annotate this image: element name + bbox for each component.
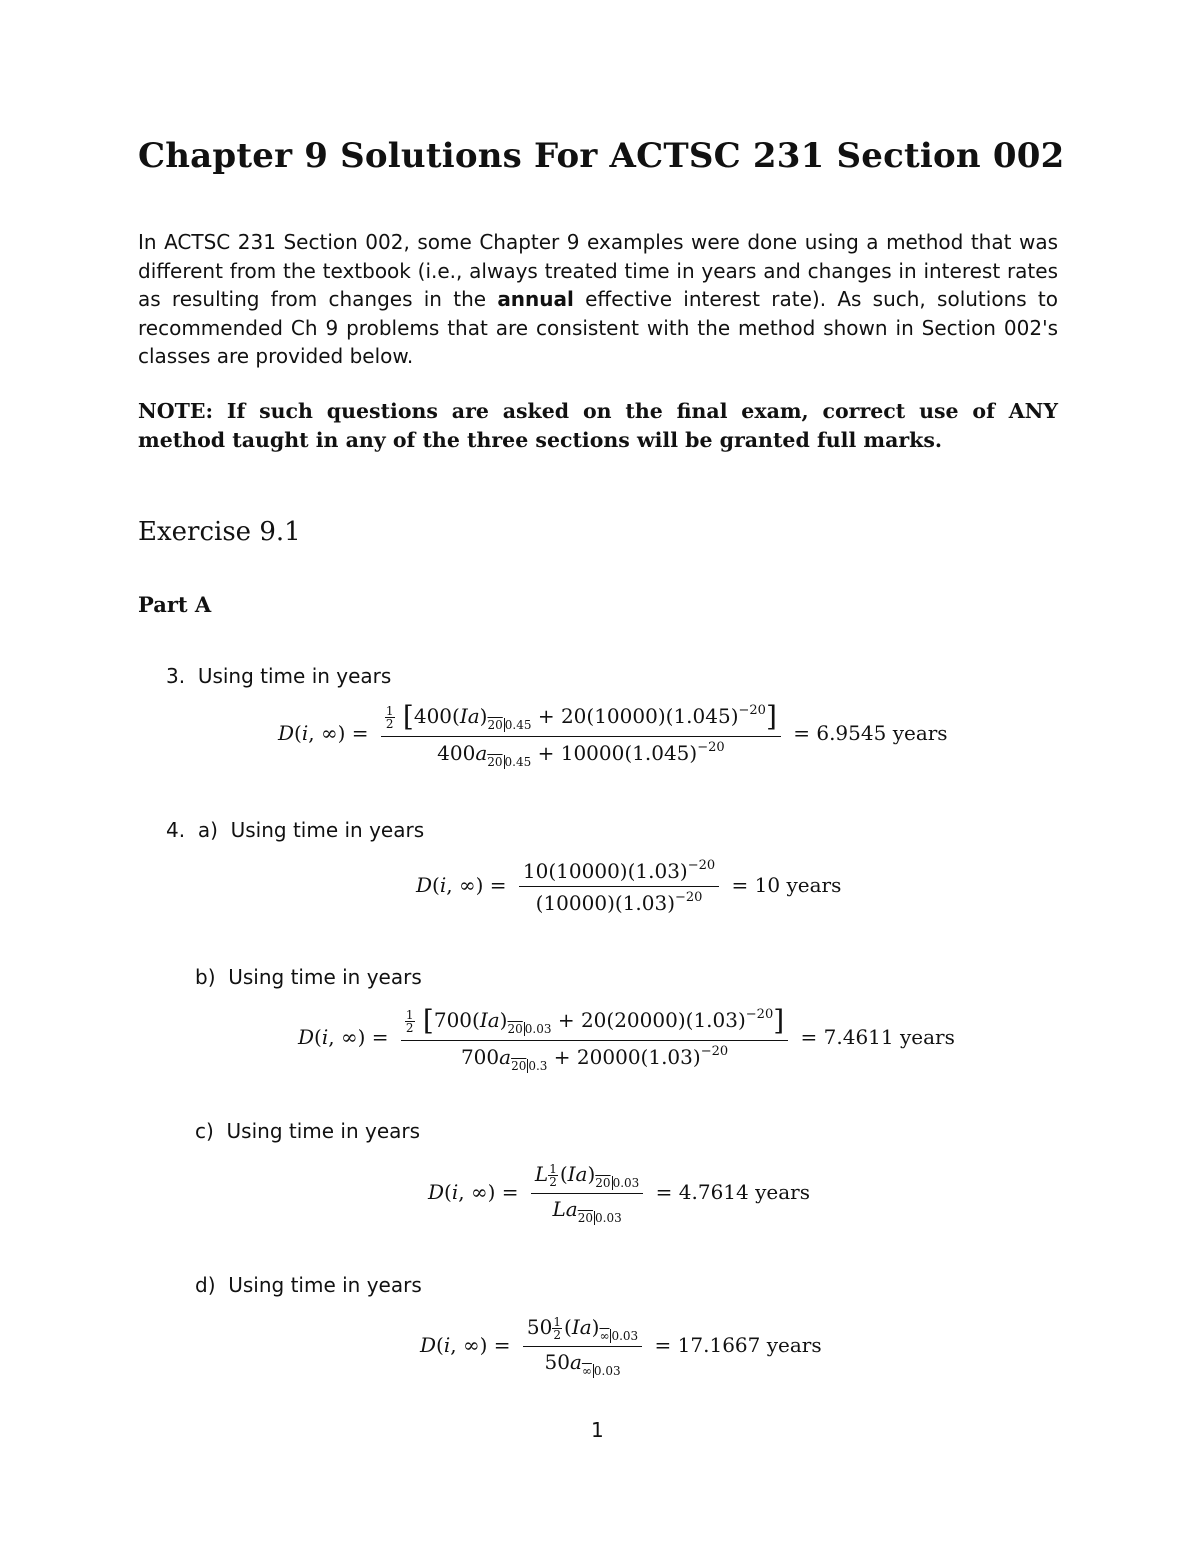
item-3-label bbox=[166, 664, 391, 688]
intro-text-2: effective interest rate). As such, solutions to recommended Ch 9 problems that are consistent with the method shown in Section 002's classes are provided below. bbox=[138, 287, 1058, 368]
item-4c-label bbox=[195, 1119, 420, 1143]
item-text: Using time in years bbox=[230, 818, 425, 842]
exercise-heading: Exercise 9.1 bbox=[138, 517, 301, 547]
result: = 6.9545 years bbox=[793, 721, 948, 745]
note-paragraph: NOTE: If such questions are asked on the final exam, correct use of ANY method taught in any of the three sections will be granted full marks. bbox=[138, 399, 1058, 452]
item-sublabel: c) bbox=[195, 1119, 214, 1143]
fraction: $\frac{10(10000)(1.03)^{-20}}{(10000)(1.03)^{-20}}$ bbox=[519, 858, 719, 915]
item-sublabel: d) bbox=[195, 1273, 216, 1297]
equation-3: D(i, ∞) = $\frac{1}{2}$ $[400(Ia)_{20 0.45} + 20(10000)(1.045)^{-20}]$ $400a_{20 0.45} + 10000(1.045)^{-20}$ = 6.9545 years bbox=[278, 700, 948, 769]
intro-text-1: In ACTSC 231 Section 002, some Chapter 9 examples were done using a method that was different from the textbook (i.e., always treated time in years and changes in interest rates as resulting from changes in the bbox=[138, 230, 1058, 311]
item-sublabel: b) bbox=[195, 965, 216, 989]
part-heading: Part A bbox=[138, 592, 212, 617]
item-number: 3. bbox=[166, 664, 186, 688]
equation-4a: D(i, ∞) = $\frac{10(10000)(1.03)^{-20}}{(10000)(1.03)^{-20}}$ = 10 years bbox=[416, 858, 842, 915]
result: = 17.1667 years bbox=[654, 1333, 822, 1357]
result: = 10 years bbox=[731, 873, 842, 897]
fraction: 50 $\frac{1}{2}$ $(Ia)_{\infty 0.03}$ $50a_{\infty 0.03}$ bbox=[523, 1315, 642, 1378]
item-text: Using time in years bbox=[226, 1119, 421, 1143]
item-sublabel: a) bbox=[197, 818, 218, 842]
item-text: Using time in years bbox=[228, 1273, 422, 1297]
result: = 7.4611 years bbox=[800, 1025, 955, 1049]
item-4d-label bbox=[195, 1273, 422, 1297]
item-number: 4. bbox=[166, 818, 186, 842]
result: = 4.7614 years bbox=[655, 1180, 810, 1204]
equation-4c: D(i, ∞) = L $\frac{1}{2}$ $(Ia)_{20 0.03}$ $La_{20 0.03}$ = 4.7614 years bbox=[428, 1162, 810, 1225]
intro-bold-word: annual bbox=[497, 287, 574, 311]
item-4b-label bbox=[195, 965, 422, 989]
item-text: Using time in years bbox=[197, 664, 392, 688]
fraction: L $\frac{1}{2}$ $(Ia)_{20 0.03}$ $La_{20 0.03}$ bbox=[531, 1162, 643, 1225]
fraction: $\frac{1}{2}$ $[700(Ia)_{20 0.03} + 20(20000)(1.03)^{-20}]$ $700a_{20 0.3} + 20000(1.03)^{-20}$ bbox=[401, 1004, 788, 1073]
equation-4d: D(i, ∞) = 50 $\frac{1}{2}$ $(Ia)_{\infty 0.03}$ $50a_{\infty 0.03}$ = 17.1667 years bbox=[420, 1315, 822, 1378]
page-title: Chapter 9 Solutions For ACTSC 231 Section 002 bbox=[138, 136, 1065, 176]
equation-4b: D(i, ∞) = $\frac{1}{2}$ $[700(Ia)_{20 0.03} + 20(20000)(1.03)^{-20}]$ $700a_{20 0.3} + 20000(1.03)^{-20}$ = 7.4611 years bbox=[298, 1004, 955, 1073]
fraction: $\frac{1}{2}$ $[400(Ia)_{20 0.45} + 20(10000)(1.045)^{-20}]$ $400a_{20 0.45} + 10000(1.045)^{-20}$ bbox=[381, 700, 781, 769]
item-text: Using time in years bbox=[228, 965, 422, 989]
item-4a-label bbox=[166, 818, 424, 842]
intro-paragraph bbox=[138, 228, 1058, 371]
page-number: 1 bbox=[591, 1418, 604, 1442]
